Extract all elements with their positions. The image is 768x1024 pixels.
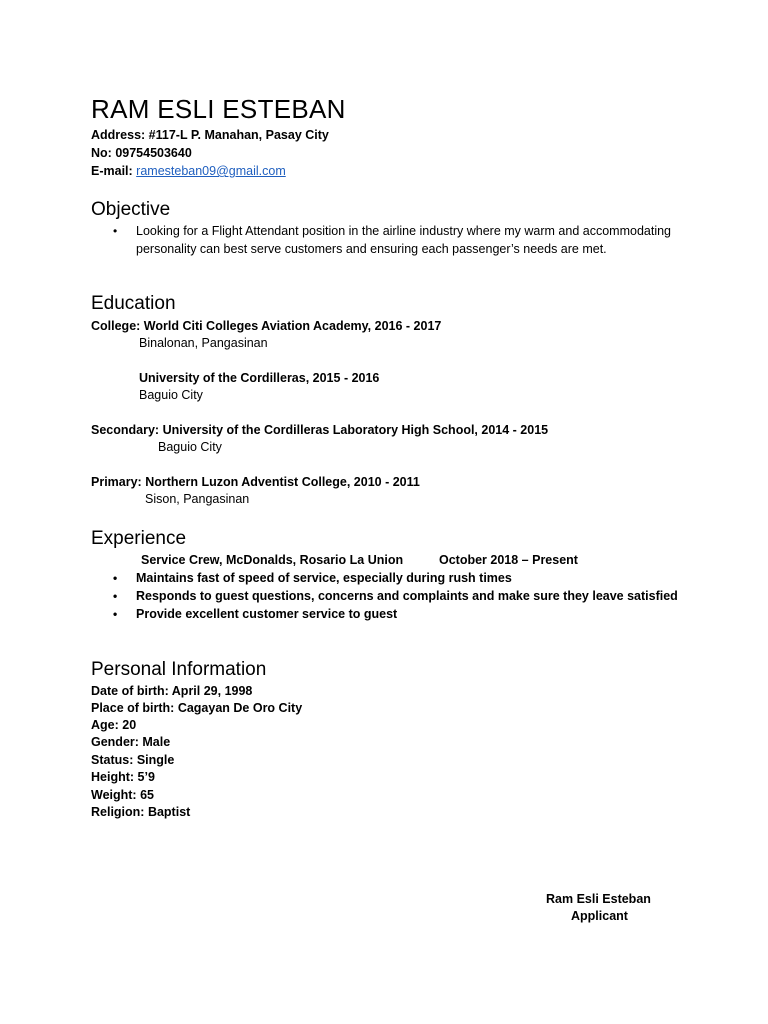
experience-text: Maintains fast of speed of service, especially during rush times (136, 571, 512, 585)
personal-item: Status: Single (91, 753, 175, 767)
college-1-location: Binalonan, Pangasinan (139, 336, 268, 350)
primary-location: Sison, Pangasinan (145, 492, 250, 506)
secondary-entry (91, 422, 548, 439)
phone-label: No: (91, 146, 112, 160)
bullet-icon: • (113, 589, 118, 603)
objective-text: Looking for a Flight Attendant position in the airline industry where my warm and accommodating personality can best serve customers and ensuring each passenger’s needs are met. (136, 224, 672, 256)
primary-label: Primary: (91, 475, 142, 489)
address-line (91, 127, 329, 144)
secondary-label: Secondary: (91, 423, 160, 437)
email-link[interactable]: ramesteban09@gmail.com (136, 164, 286, 178)
signature-role: Applicant (571, 909, 628, 923)
job-title: Service Crew, McDonalds, Rosario La Union (141, 553, 404, 567)
primary-entry (91, 474, 420, 491)
college-1-name: World Citi Colleges Aviation Academy, 2016 - 2017 (143, 319, 442, 333)
experience-bullet (113, 605, 678, 623)
personal-item: Place of birth: Cagayan De Oro City (91, 701, 303, 715)
experience-list (113, 569, 678, 623)
college-2-name: University of the Cordilleras, 2015 - 2016 (139, 371, 380, 385)
bullet-icon: • (113, 224, 118, 238)
objective-heading: Objective (91, 199, 171, 220)
college-entry-1 (91, 318, 441, 335)
personal-item: Height: 5’9 (91, 770, 155, 784)
applicant-name: RAM ESLI ESTEBAN (91, 94, 346, 124)
job-period: October 2018 – Present (439, 553, 578, 567)
phone-value: 09754503640 (115, 146, 192, 160)
personal-item: Religion: Baptist (91, 805, 191, 819)
signature-name: Ram Esli Esteban (546, 892, 651, 906)
primary-name: Northern Luzon Adventist College, 2010 - 2011 (145, 475, 420, 489)
bullet-icon: • (113, 571, 118, 585)
secondary-name: University of the Cordilleras Laboratory High School, 2014 - 2015 (162, 423, 549, 437)
college-2-location: Baguio City (139, 388, 203, 402)
experience-text: Responds to guest questions, concerns and complaints and make sure they leave satisfied (136, 589, 678, 603)
personal-heading: Personal Information (91, 659, 267, 680)
bullet-icon: • (113, 607, 118, 621)
personal-item: Weight: 65 (91, 788, 154, 802)
phone-line (91, 145, 192, 162)
address-value: #117-L P. Manahan, Pasay City (148, 128, 329, 142)
education-heading: Education (91, 293, 176, 314)
college-label: College: (91, 319, 141, 333)
email-line (91, 163, 286, 180)
experience-text: Provide excellent customer service to guest (136, 607, 398, 621)
personal-item: Date of birth: April 29, 1998 (91, 684, 253, 698)
experience-heading: Experience (91, 528, 187, 549)
address-label: Address: (91, 128, 146, 142)
personal-item: Gender: Male (91, 735, 171, 749)
personal-item: Age: 20 (91, 718, 137, 732)
experience-bullet (113, 569, 678, 587)
email-label: E-mail: (91, 164, 133, 178)
experience-bullet (113, 587, 678, 605)
objective-list (113, 222, 676, 258)
objective-bullet (113, 222, 676, 258)
secondary-location: Baguio City (158, 440, 222, 454)
